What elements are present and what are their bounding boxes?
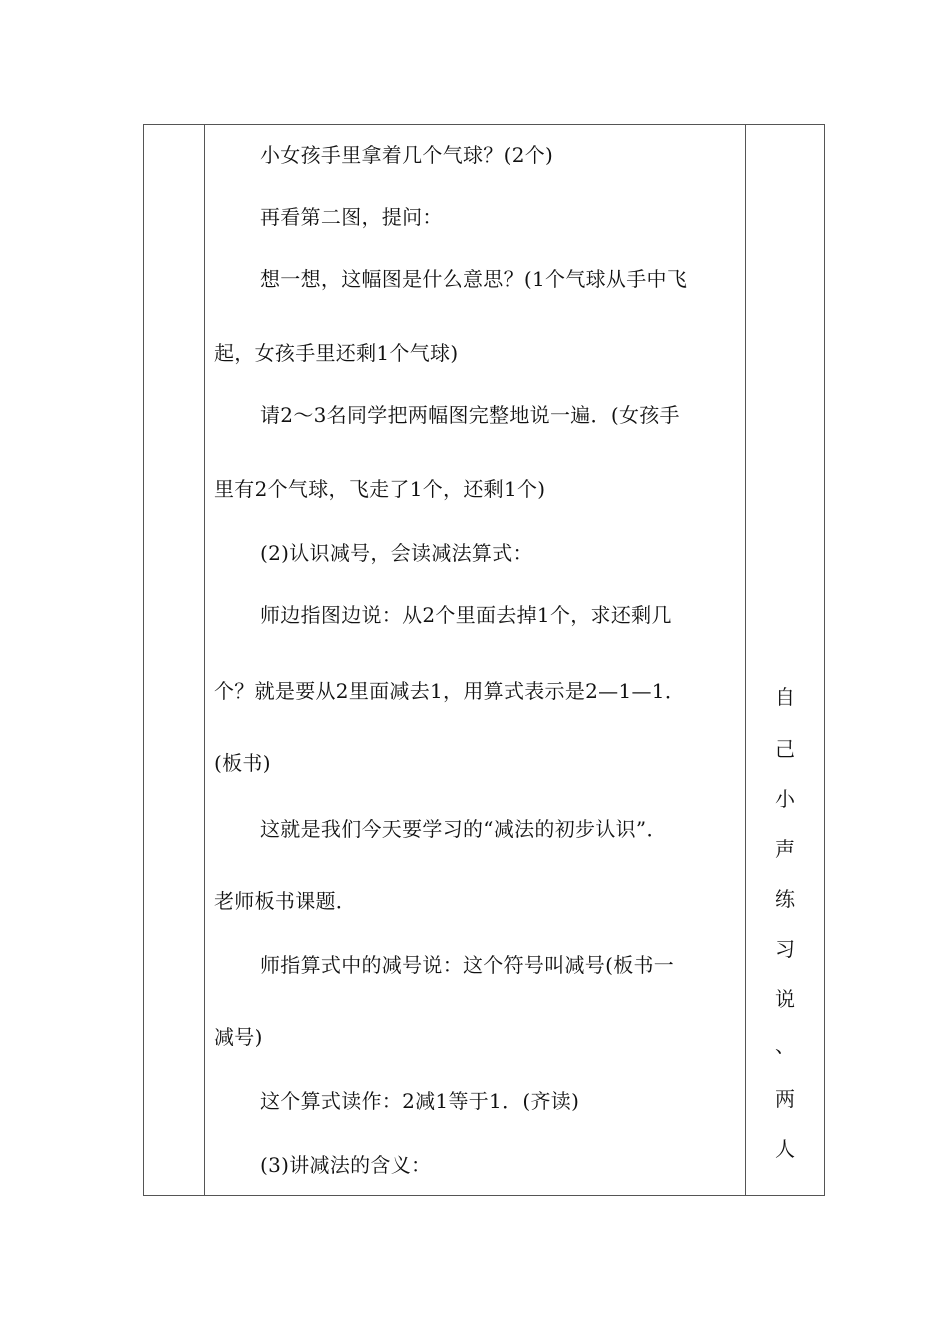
student-activity-cell <box>746 125 824 1195</box>
text-line: (2)认识减号，会读减法算式： <box>260 541 533 565</box>
text-line: 老师板书课题． <box>214 889 357 913</box>
text-line: 小女孩手里拿着几个气球？(2个) <box>260 143 554 167</box>
text-line: 想一想，这幅图是什么意思？(1个气球从手中飞 <box>260 267 688 291</box>
column-divider-left <box>204 125 205 1195</box>
text-line: (3)讲减法的含义： <box>260 1153 432 1177</box>
vertical-char: 练 <box>775 887 795 911</box>
vertical-char: 小 <box>775 787 795 811</box>
text-line: 起，女孩手里还剩1个气球) <box>214 341 459 365</box>
text-line: 师边指图边说：从2个里面去掉1个，求还剩几 <box>260 603 672 627</box>
vertical-char: 自 <box>775 685 795 709</box>
text-line: 个？就是要从2里面减去1，用算式表示是2—1—1． <box>214 679 686 703</box>
vertical-char: 两 <box>775 1087 795 1111</box>
text-line: 这就是我们今天要学习的“减法的初步认识”． <box>260 817 667 841</box>
vertical-char: 说 <box>775 987 795 1011</box>
text-line: 里有2个气球，飞走了1个，还剩1个) <box>214 477 546 501</box>
text-line: 再看第二图，提问： <box>260 205 443 229</box>
text-line: 请2～3名同学把两幅图完整地说一遍．(女孩手 <box>260 403 680 427</box>
text-line: (板书) <box>214 751 271 775</box>
lesson-table <box>143 124 825 1196</box>
text-line: 这个算式读作：2减1等于1．(齐读) <box>260 1089 580 1113</box>
vertical-char: 声 <box>775 837 795 861</box>
vertical-char: 习 <box>775 937 795 961</box>
vertical-char: 、 <box>775 1033 795 1057</box>
vertical-char: 己 <box>775 737 795 761</box>
text-line: 师指算式中的减号说：这个符号叫减号(板书一 <box>260 953 675 977</box>
text-line: 减号) <box>214 1025 263 1049</box>
vertical-char: 人 <box>775 1137 795 1161</box>
